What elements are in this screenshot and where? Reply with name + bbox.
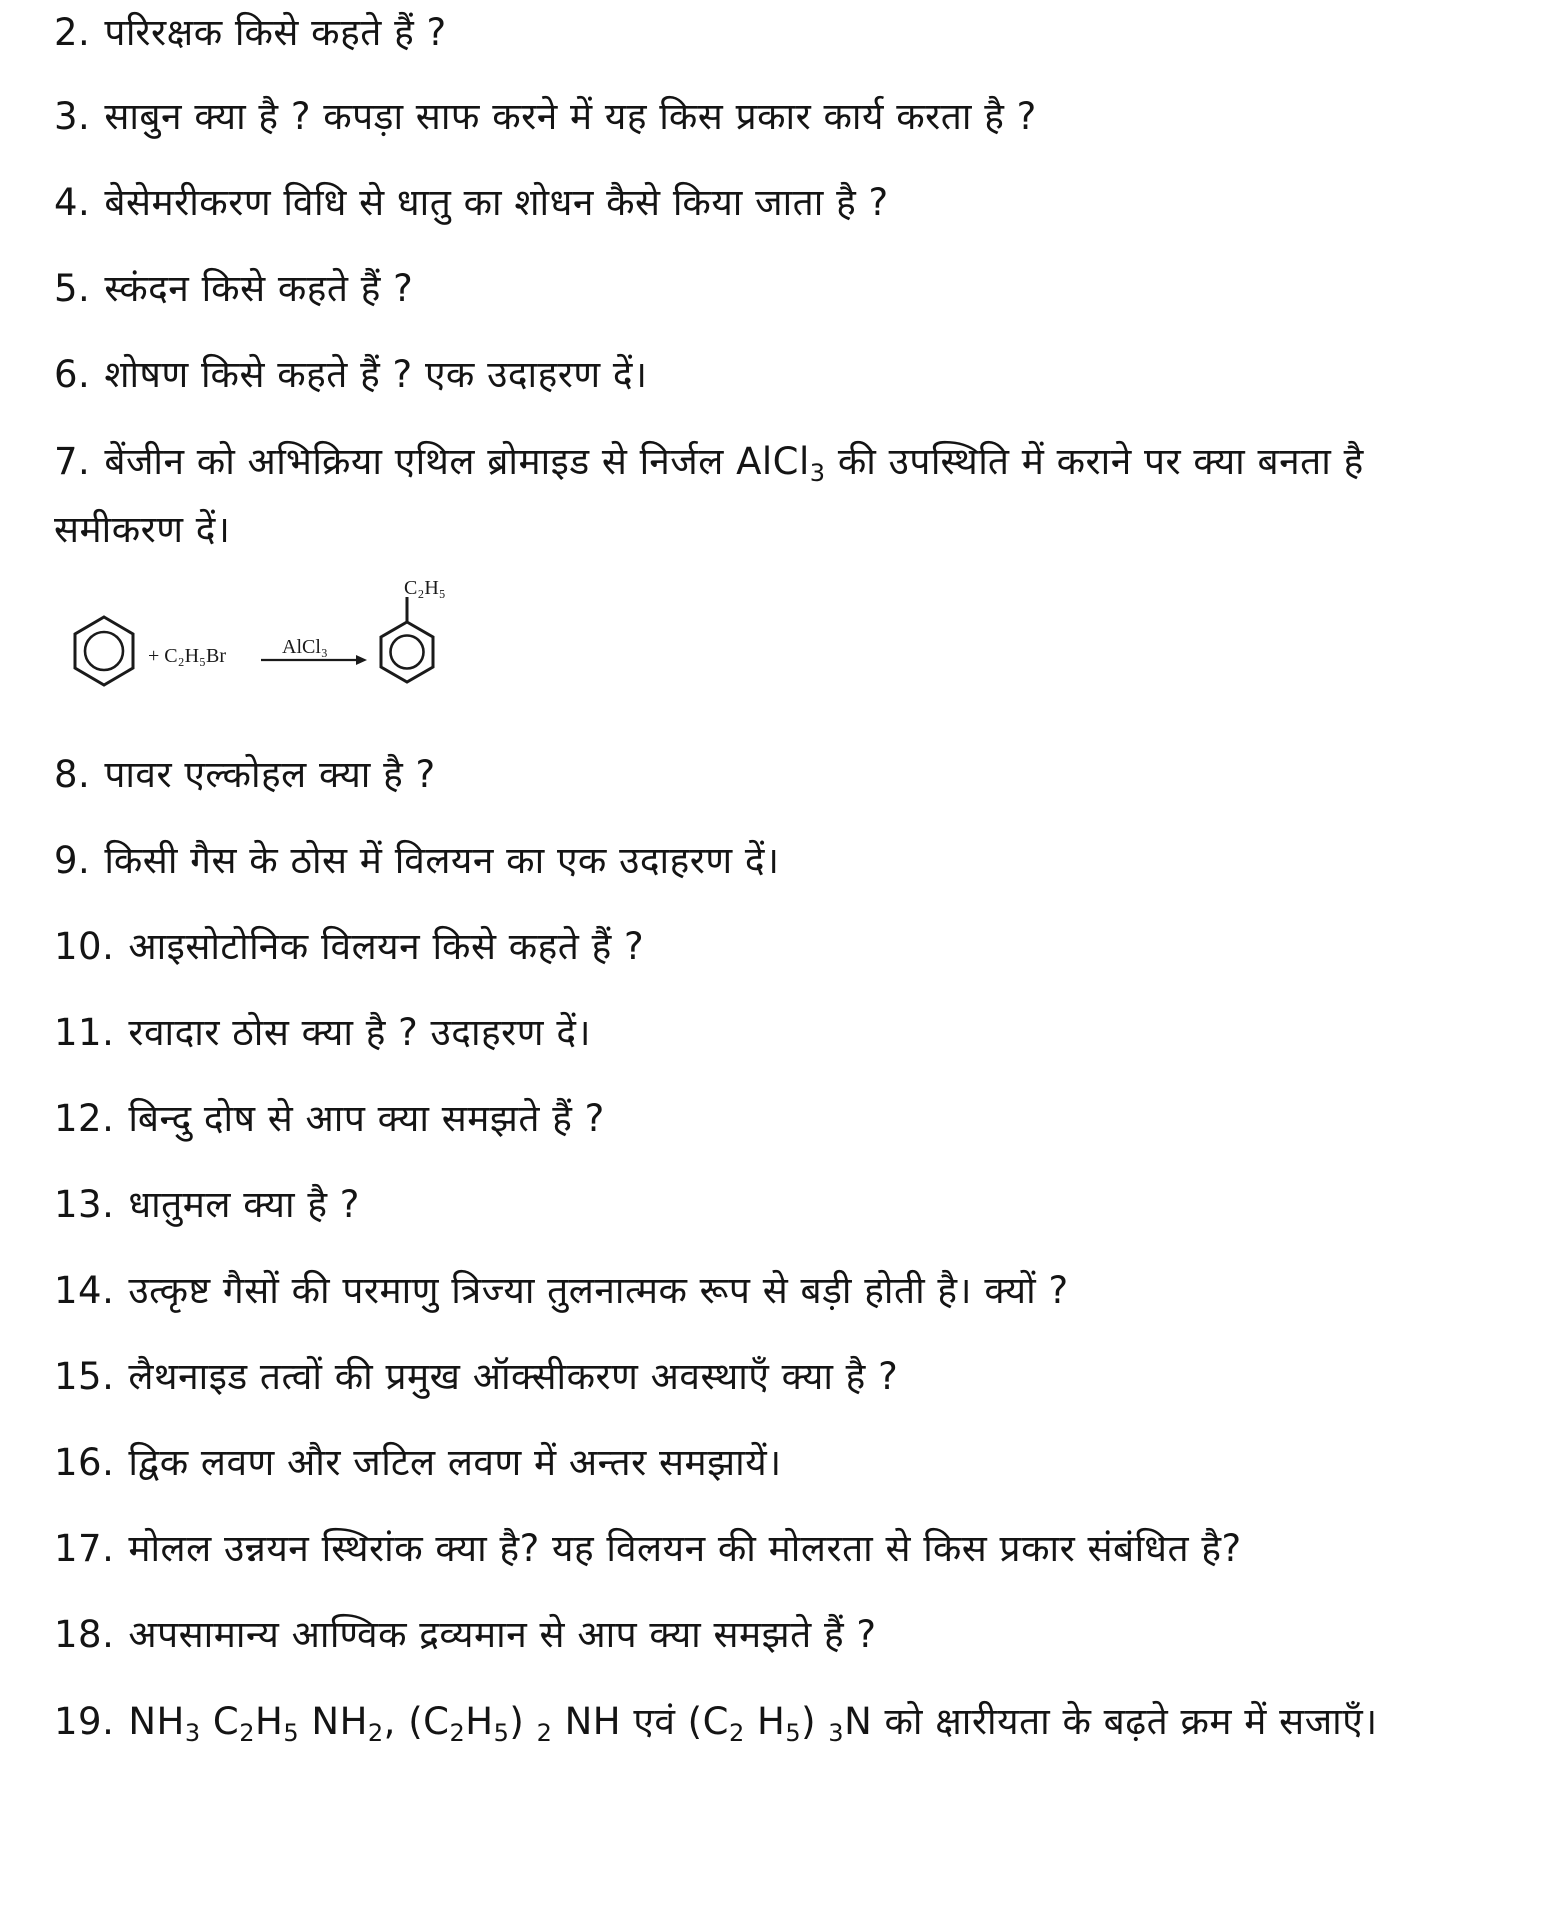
question-number: 8. — [54, 753, 91, 796]
subscript: 3 — [809, 459, 826, 487]
question-text: आइसोटोनिक विलयन किसे कहते हैं ? — [128, 925, 645, 968]
subscript: 2 — [449, 1719, 466, 1747]
question-text: द्विक लवण और जटिल लवण में अन्तर समझायें। — [128, 1441, 782, 1484]
product-substituent-label: C₂H₅ — [404, 577, 446, 599]
formula-part: NH — [128, 1700, 185, 1743]
question-number: 16. — [54, 1441, 115, 1484]
question-text: पावर एल्कोहल क्या है ? — [104, 753, 436, 796]
subscript: 3 — [184, 1719, 201, 1747]
reagent-label: + C₂H₅Br — [148, 645, 227, 667]
formula-part: H — [744, 1700, 786, 1743]
question-9 — [54, 828, 1494, 894]
question-number: 10. — [54, 925, 115, 968]
question-16 — [54, 1430, 1494, 1496]
question-text: बिन्दु दोष से आप क्या समझते हैं ? — [128, 1097, 605, 1140]
question-text: परिरक्षक किसे कहते हैं ? — [104, 11, 447, 54]
question-text: बेसेमरीकरण विधि से धातु का शोधन कैसे किया जाता है ? — [104, 181, 889, 224]
question-text-cont: की उपस्थिति में कराने पर क्या बनता है समीकरण दें। — [54, 440, 1364, 551]
question-text: साबुन क्या है ? कपड़ा साफ करने में यह किस प्रकार कार्य करता है ? — [104, 95, 1037, 138]
formula-part: , (C — [383, 1700, 450, 1743]
question-13 — [54, 1172, 1494, 1238]
question-5 — [54, 256, 1494, 322]
formula-part: NH — [299, 1700, 368, 1743]
question-number: 9. — [54, 839, 91, 882]
question-7 — [54, 428, 1494, 564]
question-3 — [54, 84, 1494, 150]
question-12 — [54, 1086, 1494, 1152]
subscript: 2 — [728, 1719, 745, 1747]
question-number: 2. — [54, 11, 91, 54]
question-8 — [54, 742, 1494, 808]
formula-part: ) — [509, 1700, 537, 1743]
question-text: रवादार ठोस क्या है ? उदाहरण दें। — [128, 1011, 591, 1054]
question-text: अपसामान्य आण्विक द्रव्यमान से आप क्या समझते हैं ? — [128, 1613, 877, 1656]
subscript: 5 — [493, 1719, 510, 1747]
question-text: उत्कृष्ट गैसों की परमाणु त्रिज्या तुलनात्मक रूप से बड़ी होती है। क्यों ? — [128, 1269, 1069, 1312]
question-6 — [54, 342, 1494, 408]
question-number: 17. — [54, 1527, 115, 1570]
formula-part: ) — [801, 1700, 829, 1743]
ethylbenzene-product — [381, 597, 433, 682]
formula-part: H — [465, 1700, 494, 1743]
question-10 — [54, 914, 1494, 980]
question-15 — [54, 1344, 1494, 1410]
formula-part: C — [200, 1700, 240, 1743]
question-18 — [54, 1602, 1494, 1668]
question-number: 14. — [54, 1269, 115, 1312]
question-2 — [54, 0, 1494, 66]
question-text: धातुमल क्या है ? — [128, 1183, 360, 1226]
question-text: लैथनाइड तत्वों की प्रमुख ऑक्सीकरण अवस्थाएँ क्या है ? — [128, 1355, 899, 1398]
benzene-ring-reactant — [75, 617, 133, 685]
subscript: 2 — [239, 1719, 256, 1747]
question-number: 4. — [54, 181, 91, 224]
question-19 — [54, 1688, 1494, 1756]
question-number: 19. — [54, 1700, 115, 1743]
question-text: शोषण किसे कहते हैं ? एक उदाहरण दें। — [104, 353, 648, 396]
subscript: 3 — [828, 1719, 845, 1747]
question-text: स्कंदन किसे कहते हैं ? — [104, 267, 414, 310]
question-number: 6. — [54, 353, 91, 396]
question-text-cont: N को क्षारीयता के बढ़ते क्रम में सजाएँ। — [844, 1700, 1378, 1743]
formula-part: H — [255, 1700, 284, 1743]
question-11 — [54, 1000, 1494, 1066]
question-number: 7. — [54, 440, 91, 483]
question-number: 5. — [54, 267, 91, 310]
reaction-equation — [64, 577, 484, 715]
question-text: किसी गैस के ठोस में विलयन का एक उदाहरण दें। — [104, 839, 780, 882]
question-text: मोलल उन्नयन स्थिरांक क्या है? यह विलयन की मोलरता से किस प्रकार संबंधित है? — [128, 1527, 1242, 1570]
subscript: 2 — [367, 1719, 384, 1747]
formula-part: NH एवं (C — [552, 1700, 729, 1743]
question-number: 15. — [54, 1355, 115, 1398]
subscript: 5 — [283, 1719, 300, 1747]
question-number: 18. — [54, 1613, 115, 1656]
reaction-diagram — [64, 577, 484, 715]
question-number: 13. — [54, 1183, 115, 1226]
question-text: बेंजीन को अभिक्रिया एथिल ब्रोमाइड से निर्जल AlCl — [104, 440, 810, 483]
question-17 — [54, 1516, 1494, 1582]
subscript: 5 — [785, 1719, 802, 1747]
question-4 — [54, 170, 1494, 236]
catalyst-label: AlCl₃ — [282, 636, 328, 658]
question-number: 12. — [54, 1097, 115, 1140]
subscript: 2 — [536, 1719, 553, 1747]
question-number: 11. — [54, 1011, 115, 1054]
question-14 — [54, 1258, 1494, 1324]
question-number: 3. — [54, 95, 91, 138]
